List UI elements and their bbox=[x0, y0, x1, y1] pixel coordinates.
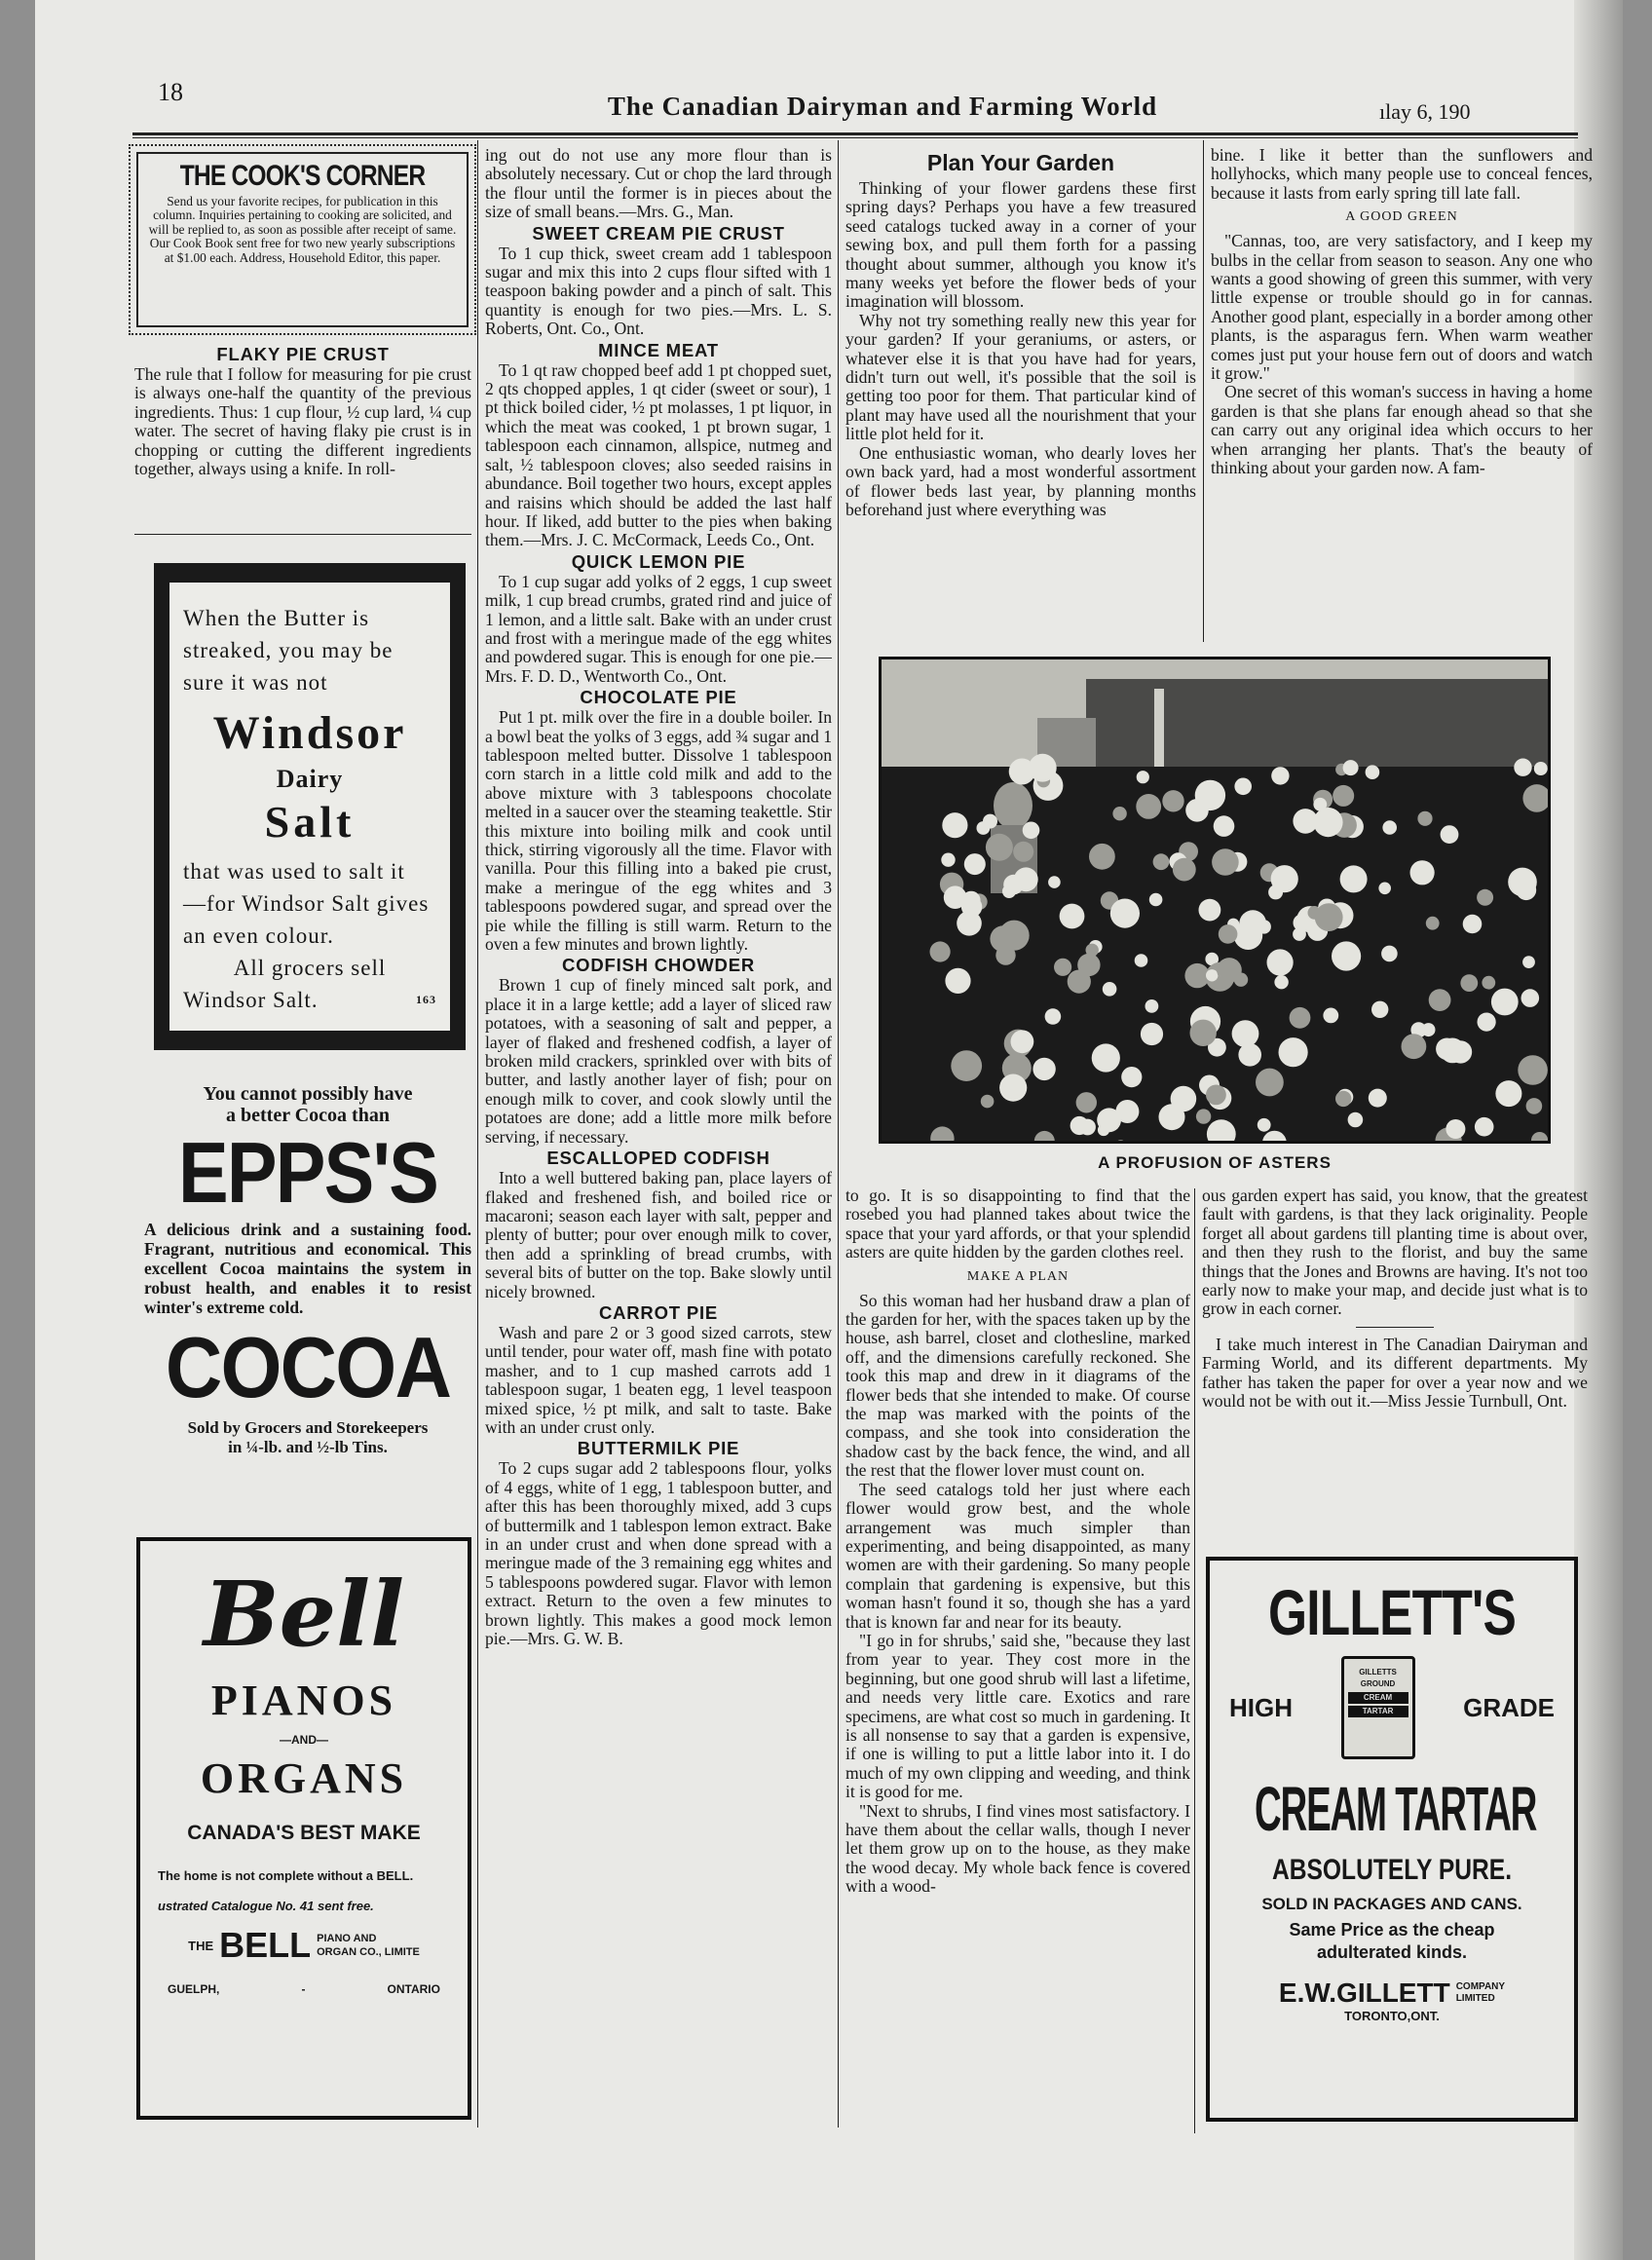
aster-flower bbox=[1032, 1058, 1055, 1080]
aster-flower bbox=[1522, 784, 1551, 812]
article-text: bine. I like it better than the sunflowers and hollyhocks, which many people use to conceal fences, because it lasts from early spring till late fall. bbox=[1211, 146, 1593, 203]
gillett-city: TORONTO,ONT. bbox=[1344, 2009, 1440, 2023]
aster-flower bbox=[1199, 899, 1221, 922]
bell-best-make: CANADA'S BEST MAKE bbox=[187, 1822, 421, 1844]
gillett-limited: LIMITED bbox=[1455, 1993, 1495, 2004]
cooks-corner-title: THE COOK'S CORNER bbox=[179, 160, 426, 192]
issue-date: ılay 6, 190 bbox=[1379, 99, 1471, 124]
aster-flower bbox=[1267, 949, 1294, 975]
article-text: ous garden expert has said, you know, that the greatest fault with gardens, is that they lack originality. People forget all about gardens till planting time is about over, and then they rush to the florist, and buy the same things that the Jones and Browns are having. It's not too early now to make your map, and decide just what is to grow in each corner. bbox=[1202, 1186, 1588, 1319]
bell-pianos: PIANOS bbox=[210, 1676, 397, 1724]
cooks-corner-box bbox=[129, 144, 476, 335]
article-text: One enthusiastic woman, who dearly loves her own back yard, had a most wonderful assortment of flower beds last year, by planning months beforehand just where everything was bbox=[845, 442, 1196, 519]
newspaper-page bbox=[35, 0, 1623, 2260]
article-text: One secret of this woman's success in having a home garden is that she plans far enough ahead so that she can carry out any original idea which occurs to her when arranging her plants. That's the beauty of thinking about your garden now. A fam- bbox=[1211, 382, 1593, 478]
aster-flower bbox=[1239, 910, 1266, 937]
windsor-line: —for Windsor Salt gives bbox=[183, 891, 430, 916]
bell-city bbox=[158, 1982, 450, 1996]
windsor-dairy: Dairy bbox=[276, 765, 344, 793]
column-rule bbox=[1194, 1188, 1195, 2133]
aster-flower bbox=[1173, 858, 1196, 882]
aster-flower bbox=[1141, 1023, 1163, 1045]
aster-flower bbox=[1206, 1085, 1226, 1106]
aster-flower bbox=[1534, 762, 1548, 775]
subhead-good-green: A GOOD GREEN bbox=[1345, 209, 1458, 225]
header-rule bbox=[132, 132, 1578, 135]
gillett-company bbox=[1221, 1978, 1562, 2009]
aster-flower bbox=[1446, 1119, 1465, 1139]
aster-flower bbox=[1009, 759, 1035, 785]
aster-flower bbox=[1137, 771, 1149, 783]
bell-company bbox=[158, 1926, 450, 1965]
aster-flower bbox=[1196, 1109, 1211, 1123]
windsor-line: sure it was not bbox=[183, 670, 328, 695]
aster-flower bbox=[951, 1050, 982, 1081]
windsor-brand: Windsor bbox=[212, 707, 407, 759]
windsor-line: that was used to salt it bbox=[183, 859, 405, 884]
aster-flower bbox=[1136, 794, 1161, 819]
gillett-sold: SOLD IN PACKAGES AND CANS. bbox=[1261, 1895, 1522, 1913]
recipe-title: BUTTERMILK PIE bbox=[577, 1438, 740, 1459]
bell-dash: - bbox=[301, 1982, 306, 1996]
aster-flower bbox=[941, 853, 955, 867]
aster-flower bbox=[1441, 825, 1459, 844]
gillett-price: adulterated kinds. bbox=[1316, 1942, 1468, 1962]
aster-flower bbox=[1011, 1030, 1034, 1053]
aster-flower bbox=[1526, 1098, 1543, 1114]
epps-cocoa: COCOA bbox=[165, 1319, 451, 1415]
recipe-text: Put 1 pt. milk over the fire in a double boiler. In a bowl beat the yolks of 3 eggs, add ¾ sugar and 1 tablespoon melted butter. Dissolve 1 tablespoon corn starch in a little cold milk and add to the above mixture with 3 tablespoons chocolate melted in a saucer over the steaming teakettle. Stir this mixture into boiling milk and cook until thick, stirring vigorously all the time. Flavor with vanilla. Pour this filling into a baked pie crust, make a meringue of the egg whites and 3 tablespoons powdered sugar, and spread over the pie while the filling is still warm. Return to the oven a few minutes and brown lightly. bbox=[485, 707, 832, 955]
aster-flower bbox=[1190, 1020, 1217, 1046]
can-label: GILLETTS bbox=[1359, 1668, 1397, 1676]
aster-flower bbox=[1371, 1001, 1388, 1018]
page-number: 18 bbox=[158, 78, 183, 106]
windsor-line: All grocers sell bbox=[233, 956, 387, 980]
aster-flower bbox=[1402, 1034, 1427, 1059]
bell-home-text: The home is not complete without a BELL. bbox=[158, 1868, 414, 1883]
windsor-salt-ad bbox=[154, 563, 466, 1050]
aster-flower bbox=[1315, 903, 1343, 931]
aster-flower bbox=[1333, 785, 1354, 807]
reader-letter: I take much interest in The Canadian Dairyman and Farming World, and its different departments. My father has taken the paper for over a year now and we would not be with out it.—Miss Jessie Turnbull, Ont. bbox=[1202, 1334, 1588, 1412]
bell-co: PIANO AND bbox=[317, 1933, 377, 1944]
article-text: The seed catalogs told her just where each flower would grow best, and the whole arrangement was much simpler than experimenting, and being disappointed, as many women are with their gardening. So many people complain that gardening is expensive, but this woman hasn't found it so, though she has a yard that is known far and near for its beauty. bbox=[845, 1479, 1190, 1632]
aster-flower bbox=[999, 1074, 1027, 1102]
aster-flower bbox=[1206, 969, 1218, 981]
gillett-grade-row bbox=[1221, 1656, 1562, 1759]
epps-tagline: You cannot possibly have bbox=[203, 1083, 413, 1105]
aster-flower bbox=[1508, 868, 1537, 897]
gillett-price: Same Price as the cheap bbox=[1289, 1920, 1495, 1940]
aster-flower bbox=[1045, 1008, 1062, 1025]
aster-flower bbox=[1145, 999, 1159, 1013]
gillett-high: HIGH bbox=[1229, 1692, 1293, 1722]
aster-flower bbox=[1343, 760, 1359, 775]
aster-flower bbox=[1149, 893, 1163, 907]
can-label: GROUND bbox=[1360, 1679, 1396, 1688]
aster-flower bbox=[1440, 1038, 1465, 1064]
aster-flower bbox=[1514, 759, 1531, 776]
recipe-title: CHOCOLATE PIE bbox=[580, 687, 737, 708]
aster-flower bbox=[1076, 1092, 1097, 1112]
aster-flower bbox=[1121, 1067, 1142, 1087]
bell-co: ORGAN CO., LIMITE bbox=[317, 1946, 420, 1958]
recipe-text: The rule that I follow for measuring for pie crust is always one-half the quantity of the previous ingredients. Thus: 1 cup flour, ½ cup lard, ¼ cup water. The secret of having flaky pie crust is in chopping or cutting the different ingredients together, always using a knife. In roll- bbox=[134, 364, 471, 479]
aster-flower bbox=[1097, 1108, 1121, 1132]
windsor-line: When the Butter is bbox=[183, 606, 370, 630]
aster-flower bbox=[1417, 811, 1432, 826]
aster-flower bbox=[1369, 1089, 1387, 1108]
aster-flower bbox=[1518, 1055, 1548, 1085]
bell-organs: ORGANS bbox=[200, 1754, 408, 1802]
aster-flower bbox=[1323, 1008, 1338, 1024]
aster-flower bbox=[1475, 1117, 1494, 1137]
gillett-ad bbox=[1206, 1557, 1578, 2122]
recipes-column bbox=[485, 146, 832, 2126]
aster-flower bbox=[1219, 924, 1238, 944]
windsor-salt: Salt bbox=[264, 797, 356, 847]
aster-flower bbox=[1014, 867, 1038, 891]
aster-flower bbox=[945, 968, 970, 994]
article-text: to go. It is so disappointing to find that the rosebed you had planned takes about twice the space that your yard affords, or that your splendid asters are quite hidden by the garden clothes reel. bbox=[845, 1186, 1190, 1262]
recipe-title: QUICK LEMON PIE bbox=[571, 550, 746, 572]
aster-flower bbox=[1279, 1037, 1308, 1067]
can-label: TARTAR bbox=[1348, 1706, 1408, 1717]
aster-flower bbox=[1135, 954, 1148, 967]
gillett-brand: GILLETT'S bbox=[1267, 1576, 1517, 1648]
article-text: "Cannas, too, are very satisfactory, and I keep my bulbs in the cellar from season to season. Any one who wants a good showing of green this summer, with very little expense or trouble should go in for cannas. Another good plant, especially in a border among other plants, is the asparagus fern. When warm weather comes just put your house fern out of doors and watch it grow." bbox=[1211, 231, 1593, 384]
aster-flower bbox=[1381, 946, 1398, 962]
aster-flower bbox=[1332, 941, 1361, 970]
aster-flower bbox=[1086, 944, 1099, 957]
photo-caption: A PROFUSION OF ASTERS bbox=[1098, 1153, 1332, 1172]
recipe-text: To 1 cup thick, sweet cream add 1 tablespoon sugar and mix this into 2 cups flour sifted with 1 teaspoon baking powder and a pinch of salt. This quantity is enough for two pies.—Mrs. L. S. Roberts, Ont. Co., Ont. bbox=[485, 243, 832, 339]
epps-footer: Sold by Grocers and Storekeepers bbox=[187, 1418, 429, 1437]
aster-flower bbox=[1060, 904, 1085, 929]
aster-flower bbox=[1023, 822, 1040, 840]
aster-flower bbox=[1522, 956, 1535, 968]
recipe-title: ESCALLOPED CODFISH bbox=[546, 1148, 770, 1169]
aster-flower bbox=[986, 834, 1013, 861]
aster-flower bbox=[1313, 808, 1342, 837]
aster-flower bbox=[1258, 1118, 1271, 1132]
bell-catalogue: ustrated Catalogue No. 41 sent free. bbox=[158, 1899, 374, 1913]
recipe-flaky-pie-crust bbox=[134, 343, 471, 528]
aster-flower bbox=[1054, 959, 1071, 976]
gillett-company-name: E.W.GILLETT bbox=[1278, 1978, 1450, 2008]
aster-flower bbox=[1460, 974, 1478, 992]
bell-name: BELL bbox=[219, 1925, 312, 1965]
aster-flower bbox=[1290, 1007, 1311, 1029]
bell-the: THE bbox=[188, 1938, 214, 1953]
article-title: Plan Your Garden bbox=[926, 150, 1115, 175]
article-column-3 bbox=[845, 1186, 1190, 2128]
article-text: Thinking of your flower gardens these first spring days? Perhaps you have a few treasured seed catalogs tucked away in a corner of your sewing box, and pull them forth for a passing thought about summer, although you know it's many weeks yet before the flower beds of your imagination will blossom. bbox=[845, 178, 1196, 312]
aster-flower bbox=[1212, 848, 1239, 876]
recipe-text-continued: ing out do not use any more flour than is absolutely necessary. Cut or chop the lard through the flour until the former is in pieces about the size of small beans.—Mrs. G., Man. bbox=[485, 146, 832, 222]
windsor-code: 163 bbox=[416, 993, 436, 1006]
aster-flower bbox=[1232, 1020, 1259, 1047]
epps-brand: EPPS'S bbox=[177, 1124, 438, 1221]
epps-cocoa-ad bbox=[144, 1083, 471, 1512]
aster-flower bbox=[1478, 1013, 1496, 1032]
small-rule bbox=[1356, 1327, 1434, 1328]
article-column-4 bbox=[1202, 1186, 1588, 1518]
article-text: So this woman had her husband draw a plan of the garden for her, with the spaces taken up by the house, ash barrel, closet and clothesline, marked off, and the dimensions carefully reckoned. She took this map and drew in it diagrams of the flower beds that she intended to make. Of course the map was marked with the points of the compass, and she took into consideration the shadow cast by the back fence, the wind, and all the rest that the flower lover must count on. bbox=[845, 1290, 1190, 1481]
aster-flower bbox=[1103, 982, 1117, 997]
aster-flower bbox=[1335, 1091, 1351, 1107]
aster-flower bbox=[1238, 1043, 1261, 1067]
recipe-text: To 2 cups sugar add 2 tablespoons flour, yolks of 4 eggs, white of 1 egg, 1 tablespoon butter, and after this has been thoroughly mixed, add 3 cups of buttermilk and 1 tablespon lemon extract. Bake in an under crust and when done spread with a meringue made of the 3 remaining egg whites and 5 tablespoons powdered sugar. Flavor with lemon extract. Return to the oven a few minutes to brown lightly. This makes a good mock lemon pie.—Mrs. G. W. B. bbox=[485, 1458, 832, 1649]
column-divider bbox=[134, 534, 471, 535]
asters-photo-image bbox=[882, 659, 1551, 1144]
gillett-grade: GRADE bbox=[1463, 1692, 1555, 1722]
aster-flower bbox=[1110, 899, 1140, 928]
recipe-title: CARROT PIE bbox=[598, 1301, 719, 1323]
aster-flower bbox=[1477, 889, 1493, 906]
aster-flower bbox=[1013, 842, 1033, 862]
bell-brand: Bell bbox=[203, 1562, 405, 1667]
cooks-corner-notice: Send us your favorite recipes, for publication in this column. Inquiries pertaining to cooking are solicited, and will be replied to, as soon as possible after receipt of same. Our Cook Book sent free for two new yearly subscriptions at $1.00 each. Address, Household Editor, this paper. bbox=[148, 194, 457, 265]
recipe-title: SWEET CREAM PIE CRUST bbox=[532, 222, 785, 244]
bell-pianos-ad bbox=[136, 1537, 471, 2120]
aster-flower bbox=[1217, 958, 1242, 983]
bell-and: —AND— bbox=[280, 1733, 328, 1747]
aster-flower bbox=[1382, 820, 1397, 835]
aster-flower bbox=[1070, 1116, 1089, 1135]
recipe-text: Into a well buttered baking pan, place layers of flaked and freshened fish, and boiled rice or macaroni; season each layer with salt, pepper and plenty of butter; pour over enough milk to cover, then add a sprinkling of bread crumbs, with several bits of butter on the top. Bake slowly until nicely browned. bbox=[485, 1168, 832, 1301]
aster-flower bbox=[1068, 970, 1091, 994]
aster-flower bbox=[1410, 860, 1435, 885]
subhead-make-a-plan: MAKE A PLAN bbox=[966, 1268, 1070, 1284]
bell-city-name: GUELPH, bbox=[168, 1982, 220, 1996]
gillett-product: CREAM TARTAR bbox=[1255, 1774, 1537, 1844]
aster-flower bbox=[964, 853, 986, 875]
column-rule bbox=[1203, 140, 1204, 642]
can-label: CREAM bbox=[1348, 1692, 1408, 1704]
article-column-1 bbox=[845, 146, 1196, 643]
publication-title: The Canadian Dairyman and Farming World bbox=[607, 92, 1158, 121]
article-text: "Next to shrubs, I find vines most satisfactory. I have them about the cellar walls, though I never let them grow up on to the house, as they make the wood decay. My whole back fence is covered with a wood- bbox=[845, 1800, 1190, 1897]
aster-flower bbox=[1185, 799, 1209, 822]
epps-description: A delicious drink and a sustaining food. Fragrant, nutritious and economical. This excellent Cocoa maintains the system in robust health, and enables it to resist winter's extreme cold. bbox=[144, 1220, 471, 1317]
aster-flower bbox=[1274, 975, 1288, 989]
aster-flower bbox=[1048, 876, 1061, 888]
epps-tagline: a better Cocoa than bbox=[226, 1105, 390, 1126]
article-text: Why not try something really new this year for your garden? If your geraniums, or asters, or whatever else it is that you have had for years, didn't turn out well, it's possible that the soil is getting too poor for them. That particular kind of plant may have used all the nourishment that your little plot held for it. bbox=[845, 310, 1196, 444]
windsor-line: Windsor Salt. 163 bbox=[183, 984, 436, 1016]
header-rule-thin bbox=[132, 137, 1578, 138]
aster-flower bbox=[1422, 1023, 1436, 1036]
aster-flower bbox=[1153, 853, 1170, 870]
aster-flower bbox=[1429, 989, 1451, 1011]
aster-flower bbox=[977, 821, 991, 835]
epps-footer: in ¼-lb. and ½-lb Tins. bbox=[228, 1438, 388, 1456]
aster-flower bbox=[1293, 927, 1306, 941]
aster-flower bbox=[1378, 883, 1391, 895]
recipe-text: Wash and pare 2 or 3 good sized carrots, stew until tender, pour water off, mash fine with potato masher, and to 1 cup mashed carrots add 1 tablespoon sugar, 1 beaten egg, 1 level teaspoon mixed spice, ½ pt milk, and salt to taste. Bake with an under crust only. bbox=[485, 1322, 832, 1437]
article-column-2 bbox=[1211, 146, 1593, 643]
aster-flower bbox=[1214, 815, 1235, 837]
aster-flower bbox=[1482, 976, 1495, 990]
aster-flower bbox=[1234, 778, 1252, 796]
bell-province: ONTARIO bbox=[387, 1982, 440, 1996]
aster-flower bbox=[930, 941, 951, 961]
column-rule bbox=[477, 140, 478, 2128]
aster-flower bbox=[981, 1095, 995, 1109]
aster-flower bbox=[1366, 765, 1380, 779]
gillett-limited: COMPANY bbox=[1455, 1981, 1506, 1992]
recipe-text: To 1 qt raw chopped beef add 1 pt chopped suet, 2 qts chopped apples, 1 qt cider (sweet or sour), 1 pt thick boiled cider, ½ pt molasses, 1 pt liquor, in which the meat was cooked, 1 pt brown sugar, 1 tablespoon each cinnamon, allspice, nutmeg and salt, ½ tablespoon cloves; also seeded raisins in abundance. Boil together two hours, except apples and raisins which should be added the last half hour. If liked, add butter to the pies when baking them.—Mrs. J. C. McCormack, Leeds Co., Ont. bbox=[485, 359, 832, 550]
aster-flower bbox=[944, 885, 967, 909]
aster-flower bbox=[1256, 1069, 1284, 1097]
column-rule bbox=[838, 140, 839, 2128]
aster-flower bbox=[1426, 917, 1440, 930]
aster-flower bbox=[942, 812, 967, 838]
recipe-title: FLAKY PIE CRUST bbox=[216, 344, 390, 364]
aster-flower bbox=[1340, 865, 1368, 892]
aster-flower bbox=[990, 925, 1016, 952]
gillett-can-icon bbox=[1341, 1656, 1415, 1759]
aster-flower bbox=[1171, 1086, 1197, 1112]
aster-flower bbox=[1463, 915, 1483, 934]
aster-flower bbox=[1491, 989, 1519, 1016]
recipe-text: Brown 1 cup of finely minced salt pork, and place it in a large kettle; add a layer of sliced raw potatoes, with a seasoning of salt and pepper, a layer of flaked and freshened codfish, a layer of broken mild crackers, sprinkled over with bits of butter, and lastly another layer of fish; pour on enough milk to cover, and cook slowly until the potatoes are done; add a little more milk before serving, if necessary. bbox=[485, 975, 832, 1147]
aster-flower bbox=[1348, 1112, 1364, 1128]
aster-flower bbox=[1271, 767, 1289, 784]
recipe-text: To 1 cup sugar add yolks of 2 eggs, 1 cup sweet milk, 1 cup bread crumbs, grated rind and juice of 1 lemon, and a little salt. Bake with an under crust and frost with a meringue made of the egg whites and powdered sugar. This is enough for one pie.—Mrs. F. D. D., Wentworth Co., Ont. bbox=[485, 571, 832, 686]
aster-flower bbox=[1092, 1043, 1120, 1072]
article-text: "I go in for shrubs,' said she, "because they last from year to year. They cost more in the beginning, but one good shrub will last a lifetime, and needs very little care. Exotics and rare specimens, are what cost so much in gardening. It is all nonsense to say that a garden is expensive, if one is willing to put a little labor into it. I do much of my own clipping and weeding, and think it is good for me. bbox=[845, 1630, 1190, 1802]
windsor-line: streaked, you may be bbox=[183, 638, 394, 662]
asters-photo bbox=[879, 657, 1551, 1144]
recipe-title: MINCE MEAT bbox=[598, 339, 719, 360]
gillett-pure: ABSOLUTELY PURE. bbox=[1271, 1854, 1513, 1886]
windsor-line: an even colour. bbox=[183, 923, 334, 948]
aster-flower bbox=[1089, 844, 1115, 870]
aster-flower bbox=[1112, 807, 1126, 820]
aster-flower bbox=[1271, 865, 1298, 892]
aster-flower bbox=[1521, 989, 1540, 1007]
aster-flower bbox=[1162, 790, 1183, 811]
aster-flower bbox=[1495, 1080, 1521, 1107]
recipe-title: CODFISH CHOWDER bbox=[561, 955, 756, 976]
